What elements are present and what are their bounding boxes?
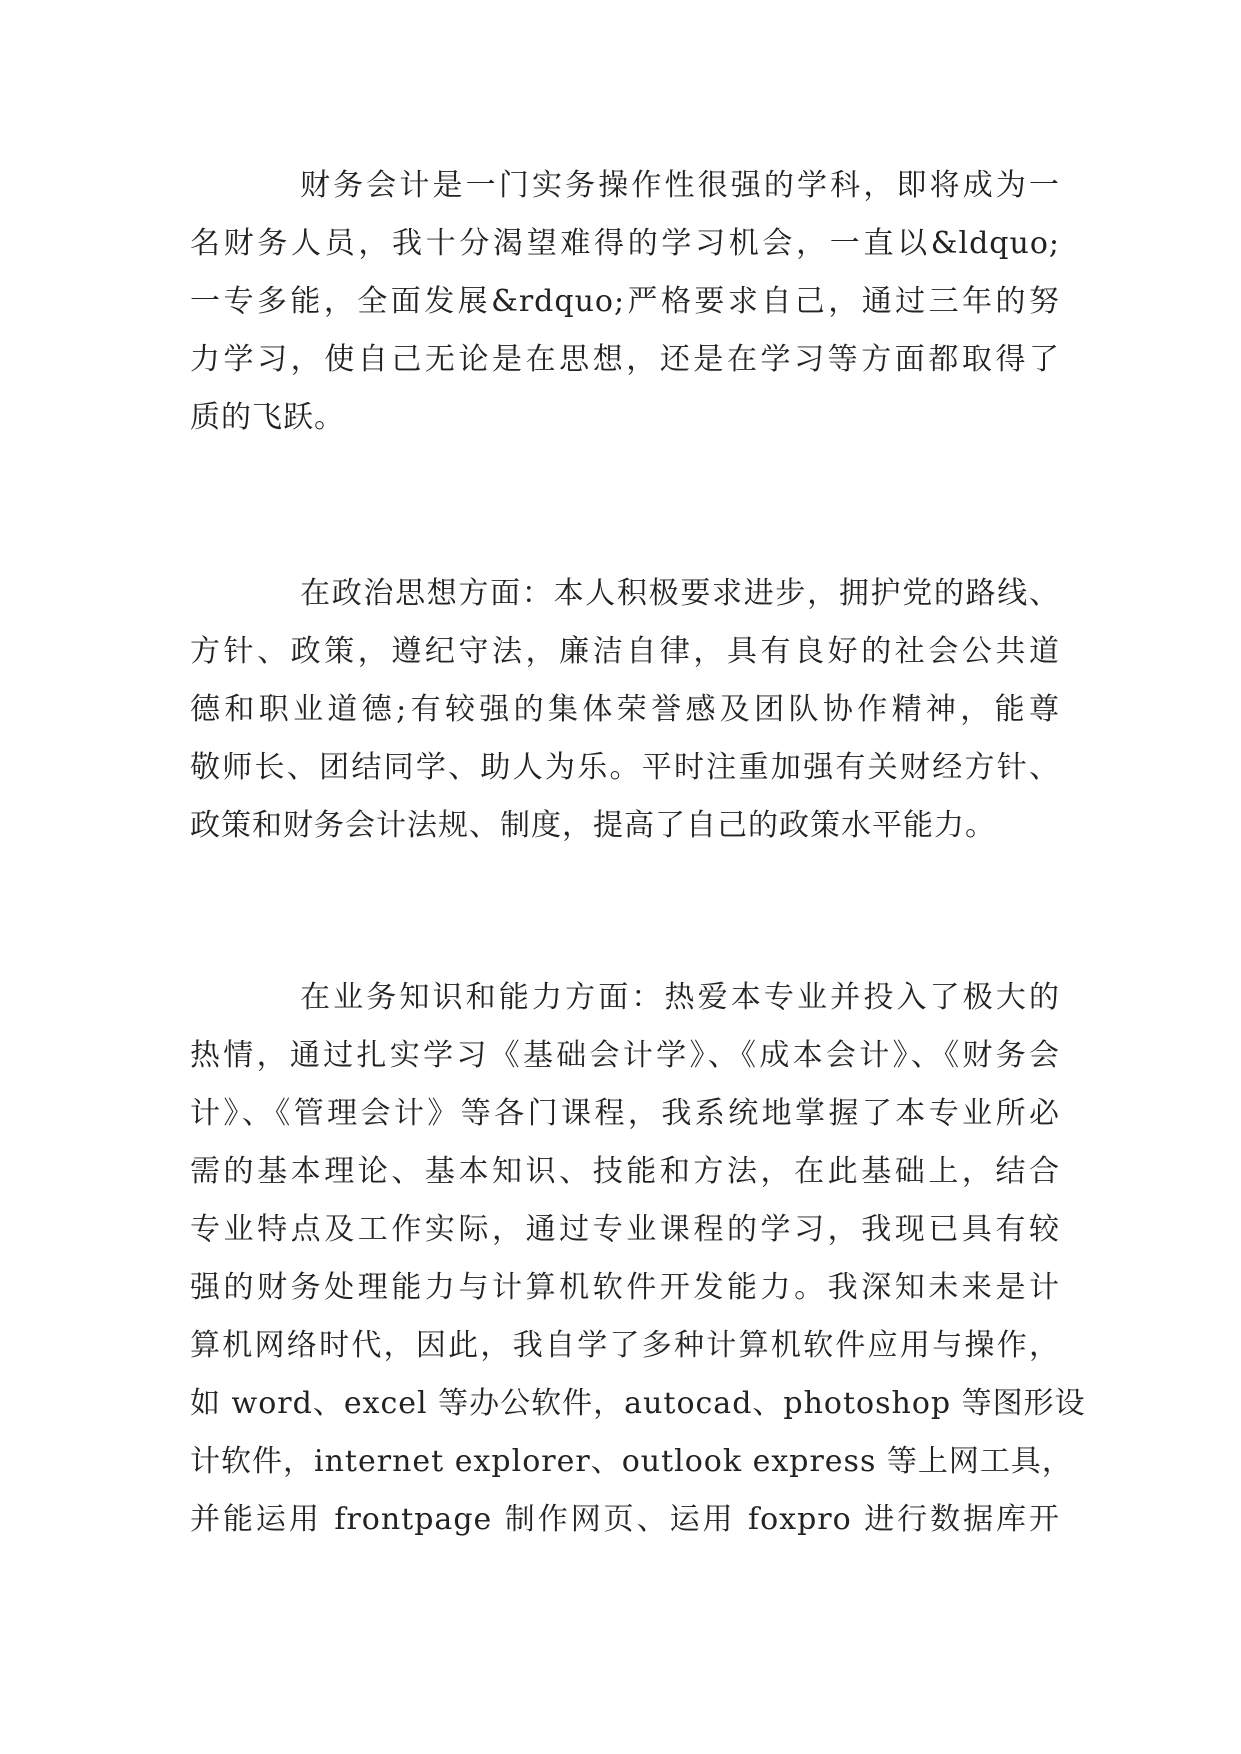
paragraph-line: 如 word、excel 等办公软件，autocad、photoshop 等图形设 — [190, 1386, 1086, 1421]
paragraph-intro — [190, 157, 1060, 447]
paragraph-professional — [190, 969, 1086, 1549]
paragraph-line: 专业特点及工作实际，通过专业课程的学习，我现已具有较 — [190, 1212, 1060, 1247]
paragraph-line: 德和职业道德;有较强的集体荣誉感及团队协作精神，能尊 — [190, 692, 1060, 727]
paragraph-line: 政策和财务会计法规、制度，提高了自己的政策水平能力。 — [190, 808, 996, 843]
paragraph-line: 计软件，internet explorer、outlook express 等上网工具， — [190, 1444, 1073, 1479]
paragraph-line: 名财务人员，我十分渴望难得的学习机会，一直以&ldquo; — [190, 226, 1060, 261]
paragraph-line: 敬师长、团结同学、助人为乐。平时注重加强有关财经方针、 — [190, 750, 1060, 785]
paragraph-line: 财务会计是一门实务操作性很强的学科，即将成为一 — [300, 168, 1060, 203]
paragraph-line: 并能运用 frontpage 制作网页、运用 foxpro 进行数据库开 — [190, 1502, 1060, 1537]
paragraph-line: 力学习，使自己无论是在思想，还是在学习等方面都取得了 — [190, 342, 1060, 377]
paragraph-line: 计》、《管理会计》等各门课程，我系统地掌握了本专业所必 — [190, 1096, 1060, 1131]
paragraph-political — [190, 565, 1060, 855]
paragraph-line: 一专多能，全面发展&rdquo;严格要求自己，通过三年的努 — [190, 284, 1060, 319]
paragraph-line: 热情，通过扎实学习《基础会计学》、《成本会计》、《财务会 — [190, 1038, 1060, 1073]
paragraph-line: 质的飞跃。 — [190, 400, 345, 435]
paragraph-line: 在业务知识和能力方面：热爱本专业并投入了极大的 — [300, 980, 1060, 1015]
paragraph-line: 需的基本理论、基本知识、技能和方法，在此基础上，结合 — [190, 1154, 1060, 1189]
paragraph-line: 方针、政策，遵纪守法，廉洁自律，具有良好的社会公共道 — [190, 634, 1060, 669]
paragraph-line: 在政治思想方面：本人积极要求进步，拥护党的路线、 — [300, 576, 1060, 611]
paragraph-line: 强的财务处理能力与计算机软件开发能力。我深知未来是计 — [190, 1270, 1060, 1305]
paragraph-line: 算机网络时代，因此，我自学了多种计算机软件应用与操作， — [190, 1328, 1060, 1363]
